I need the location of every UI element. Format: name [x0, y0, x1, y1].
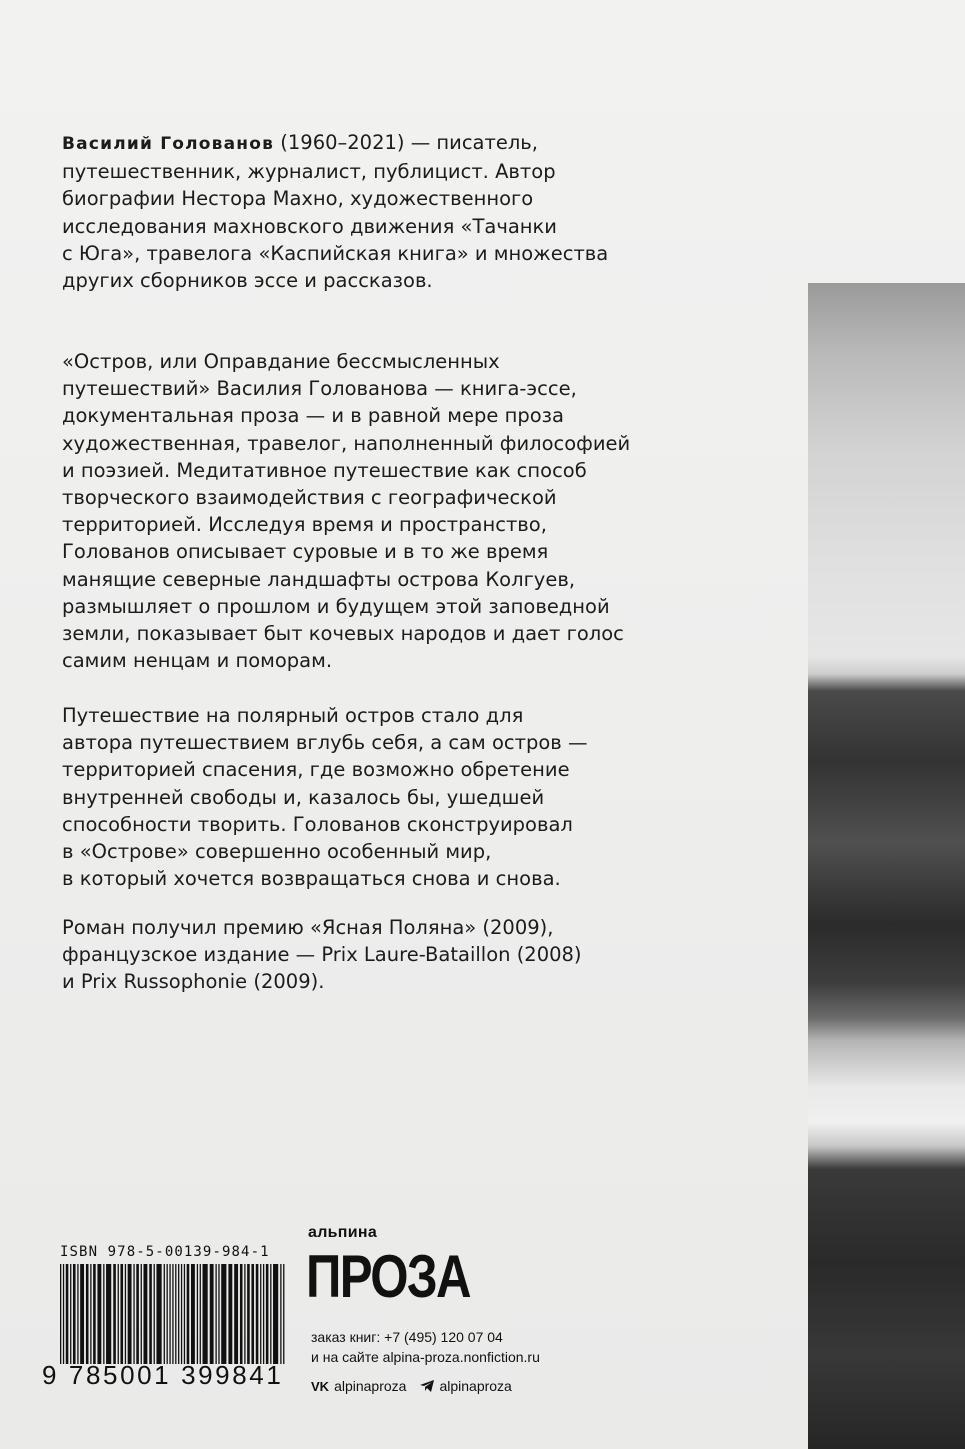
barcode-bar [234, 1264, 238, 1364]
awards-paragraph [62, 914, 652, 996]
author-bio-line: (1960–2021) — писатель, [274, 131, 538, 154]
barcode-bar [200, 1264, 201, 1364]
barcode-bar [136, 1264, 139, 1364]
barcode-bar [172, 1264, 173, 1364]
vk-handle[interactable]: alpinaproza [334, 1378, 407, 1394]
barcode-bar [197, 1264, 198, 1364]
barcode-bar [215, 1264, 216, 1364]
text-line: размышляет о прошлом и будущем этой заповедной [62, 594, 610, 618]
barcode-bar [169, 1264, 170, 1364]
barcode-bar [175, 1264, 176, 1364]
author-name: Василий Голованов [62, 134, 275, 154]
barcode-bar [66, 1264, 69, 1364]
barcode-bar [120, 1264, 123, 1364]
barcode-digits: 9 785001 399841 [42, 1360, 284, 1390]
barcode-bar [260, 1264, 261, 1364]
barcode-bar [187, 1264, 190, 1364]
barcode-bar [86, 1264, 89, 1364]
barcode-bar [156, 1264, 161, 1364]
barcode-bar [73, 1264, 76, 1364]
telegram-handle[interactable]: alpinaproza [439, 1378, 512, 1394]
barcode-bar [80, 1264, 84, 1364]
author-bio-line: путешественник, журналист, публицист. Автор [62, 160, 556, 184]
author-bio [62, 129, 652, 294]
author-bio-line: биографии Нестора Махно, художественного [62, 187, 534, 211]
text-line: художественная, травелог, наполненный философией [62, 431, 631, 455]
barcode [60, 1264, 286, 1364]
barcode-bar [240, 1264, 243, 1364]
text-line: земли, показывает быт кочевых народов и дает голос [62, 622, 624, 646]
text-line: Путешествие на полярный остров стало для [62, 704, 524, 727]
telegram-icon [420, 1380, 434, 1392]
order-phone: заказ книг: +7 (495) 120 07 04 [311, 1329, 503, 1345]
barcode-bar [93, 1264, 96, 1364]
cover-photo-strip [808, 283, 965, 1449]
barcode-bar [178, 1264, 179, 1364]
author-bio-line: исследования махновского движения «Тачанки [62, 214, 557, 238]
barcode-bar [125, 1264, 126, 1364]
barcode-bar [63, 1264, 64, 1364]
barcode-bar [247, 1264, 250, 1364]
vk-icon: VK [311, 1378, 330, 1394]
publisher-logo: ПРОЗА [306, 1243, 470, 1310]
barcode-bar [118, 1264, 119, 1364]
text-line: внутренней свободы и, казалось бы, ушедшей [62, 785, 545, 809]
text-line: и поэзией. Медитативное путешествие как способ [62, 458, 587, 482]
barcode-bar [141, 1264, 142, 1364]
barcode-bar [280, 1264, 281, 1364]
barcode-bar [133, 1264, 134, 1364]
order-website: и на сайте alpina-proza.nonfiction.ru [311, 1349, 540, 1365]
barcode-bar [143, 1264, 147, 1364]
text-line: Роман получил премию «Ясная Поляна» (2009), [62, 916, 554, 939]
annotation-paragraph-1 [62, 348, 652, 674]
social-links [311, 1378, 526, 1394]
barcode-bar [251, 1264, 254, 1364]
barcode-bar [273, 1264, 278, 1364]
barcode-bar [228, 1264, 232, 1364]
isbn-label: ISBN 978-5-00139-984-1 [60, 1244, 270, 1260]
barcode-bar [266, 1264, 269, 1364]
barcode-bar [106, 1264, 111, 1364]
barcode-bar [97, 1264, 101, 1364]
text-line: документальная проза — и в равной мере проза [62, 404, 564, 428]
barcode-bar [103, 1264, 104, 1364]
text-line: и Prix Russophonie (2009). [62, 970, 325, 994]
barcode-bar [244, 1264, 245, 1364]
annotation-paragraph-2 [62, 702, 652, 892]
barcode-bar [218, 1264, 219, 1364]
barcode-bar [184, 1264, 185, 1364]
barcode-bar [210, 1264, 214, 1364]
text-line: в «Острове» совершенно особенный мир, [62, 840, 492, 864]
barcode-bar [154, 1264, 155, 1364]
text-line: манящие северные ландшафты острова Колгуев, [62, 567, 576, 591]
publisher-name-small: альпина [308, 1224, 378, 1241]
barcode-bar [128, 1264, 132, 1364]
text-line: в который хочется возвращаться снова и снова. [62, 867, 561, 891]
barcode-bar [70, 1264, 71, 1364]
text-line: самим ненцам и поморам. [62, 649, 333, 673]
barcode-bar [221, 1264, 226, 1364]
barcode-bar [283, 1264, 284, 1364]
text-line: французское издание — Prix Laure-Bataillon (2008) [62, 943, 582, 967]
barcode-bar [256, 1264, 259, 1364]
barcode-bar [90, 1264, 91, 1364]
barcode-bar [191, 1264, 195, 1364]
barcode-bar [167, 1264, 168, 1364]
text-line: территорией спасения, где возможно обретение [62, 758, 570, 782]
text-line: путешествий» Василия Голованова — книга-эссе, [62, 377, 577, 401]
text-line: Голованов описывает суровые и в то же время [62, 540, 549, 564]
barcode-bar [203, 1264, 208, 1364]
barcode-bar [164, 1264, 165, 1364]
barcode-bar [60, 1264, 61, 1364]
text-line: «Остров, или Оправдание бессмысленных [62, 350, 500, 373]
barcode-bar [113, 1264, 116, 1364]
text-line: способности творить. Голованов сконструировал [62, 812, 573, 836]
author-bio-line: других сборников эссе и рассказов. [62, 269, 433, 293]
barcode-bar [181, 1264, 182, 1364]
text-line: автора путешествием вглубь себя, а сам остров — [62, 731, 588, 755]
text-line: творческого взаимодействия с географической [62, 486, 557, 510]
barcode-bar [263, 1264, 264, 1364]
author-bio-line: с Юга», травелога «Каспийская книга» и множества [62, 241, 609, 265]
barcode-bar [77, 1264, 78, 1364]
text-line: территорией. Исследуя время и пространство, [62, 513, 547, 537]
barcode-bar [149, 1264, 152, 1364]
barcode-bar [270, 1264, 271, 1364]
